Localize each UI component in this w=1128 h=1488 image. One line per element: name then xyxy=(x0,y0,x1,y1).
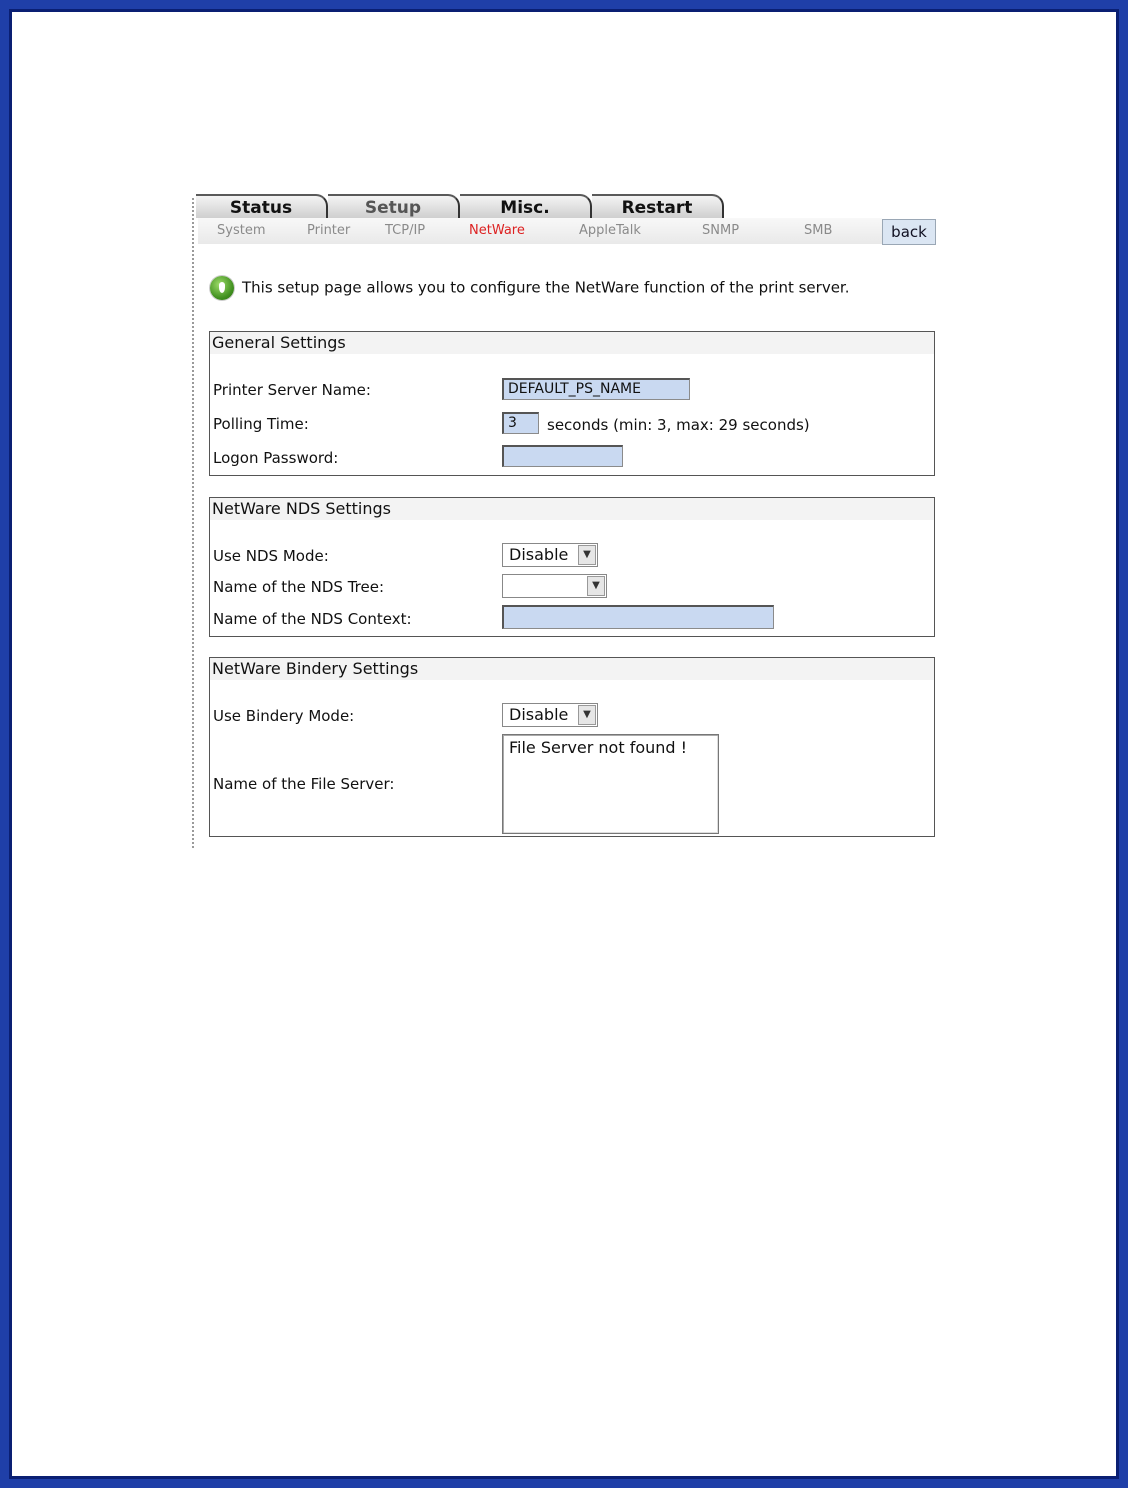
bindery-mode-value: Disable xyxy=(509,705,569,724)
tab-restart[interactable]: Restart xyxy=(592,194,724,218)
tab-status[interactable]: Status xyxy=(196,194,328,218)
subnav-appletalk[interactable]: AppleTalk xyxy=(579,223,641,238)
file-server-label: Name of the File Server: xyxy=(213,775,395,793)
back-button[interactable]: back xyxy=(882,219,936,245)
bindery-settings-section xyxy=(209,657,935,837)
nds-context-label: Name of the NDS Context: xyxy=(213,610,412,628)
subnav-tcpip[interactable]: TCP/IP xyxy=(385,223,426,238)
tab-misc[interactable]: Misc. xyxy=(460,194,592,218)
nds-mode-label: Use NDS Mode: xyxy=(213,547,329,565)
server-name-input[interactable]: DEFAULT_PS_NAME xyxy=(502,378,690,400)
nds-settings-title: NetWare NDS Settings xyxy=(210,498,934,520)
chevron-down-icon[interactable]: ▼ xyxy=(578,545,596,565)
subnav-netware[interactable]: NetWare xyxy=(469,223,525,238)
subnav-system[interactable]: System xyxy=(217,223,266,238)
bindery-mode-select[interactable] xyxy=(502,703,598,727)
bindery-settings-title: NetWare Bindery Settings xyxy=(210,658,934,680)
nds-settings-section xyxy=(209,497,935,637)
main-tabs xyxy=(196,192,736,218)
subnav-smb[interactable]: SMB xyxy=(804,223,833,238)
logon-password-label: Logon Password: xyxy=(213,449,339,467)
nds-mode-value: Disable xyxy=(509,545,569,564)
list-item[interactable]: File Server not found ! xyxy=(509,738,688,757)
server-name-label: Printer Server Name: xyxy=(213,381,371,399)
nds-tree-select[interactable] xyxy=(502,574,607,598)
logon-password-input[interactable] xyxy=(502,445,623,467)
chevron-down-icon[interactable]: ▼ xyxy=(578,705,596,725)
setup-subnav xyxy=(198,218,882,244)
bindery-mode-label: Use Bindery Mode: xyxy=(213,707,355,725)
nds-tree-label: Name of the NDS Tree: xyxy=(213,578,384,596)
polling-time-input[interactable]: 3 xyxy=(502,412,539,434)
left-divider xyxy=(192,198,194,848)
nds-context-input[interactable] xyxy=(502,605,774,629)
general-settings-section xyxy=(209,331,935,476)
general-settings-title: General Settings xyxy=(210,332,934,354)
nds-mode-select[interactable] xyxy=(502,543,598,567)
subnav-printer[interactable]: Printer xyxy=(307,223,351,238)
file-server-listbox[interactable] xyxy=(502,734,719,834)
chevron-down-icon[interactable]: ▼ xyxy=(587,576,605,596)
tab-setup[interactable]: Setup xyxy=(328,194,460,218)
info-icon xyxy=(210,276,234,300)
polling-time-label: Polling Time: xyxy=(213,415,309,433)
intro-line xyxy=(210,276,849,300)
polling-time-hint: seconds (min: 3, max: 29 seconds) xyxy=(547,416,810,434)
intro-text: This setup page allows you to configure the NetWare function of the print server. xyxy=(242,278,850,297)
subnav-snmp[interactable]: SNMP xyxy=(702,223,740,238)
setup-panel xyxy=(192,192,940,848)
